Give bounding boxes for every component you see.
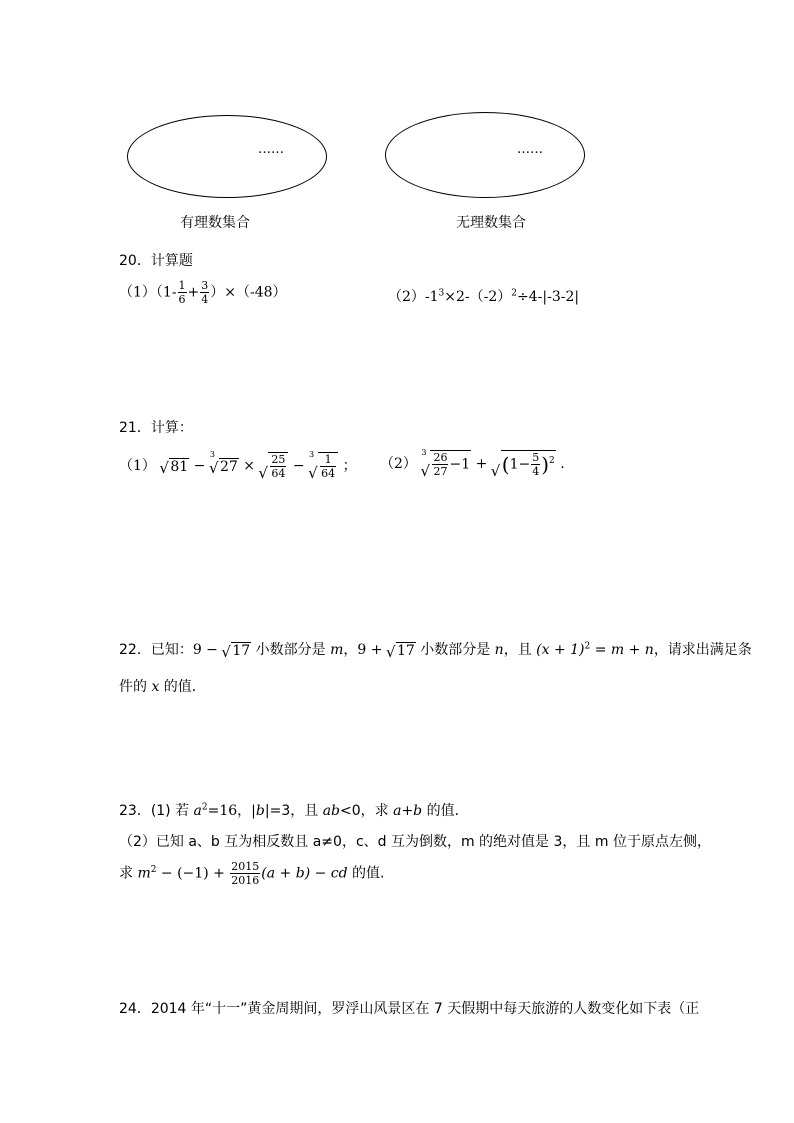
rational-set-label: 有理数集合 (180, 215, 250, 231)
q22-line1: 22．已知：9 − √ 17 小数部分是 m，9 + √ 17 小数部分是 n，且 $(x + 1)^2 = m + n$，请求出满足条 (119, 639, 752, 659)
q20-part1: （1）（1- $\frac{1}{6}$ + $\frac{3}{4}$ ）×（-48） (119, 279, 287, 306)
irrational-set-ellipse (385, 112, 585, 198)
q23-line3: 求 $m^2 - (-1)$ + $\frac{2015}{2016}$ (a + b) − cd 的值. (119, 860, 385, 887)
q21-title: 21．计算： (119, 420, 193, 436)
irrational-set-ellipsis: …… (517, 142, 543, 157)
q21-part1: （1） √ 81 − $^3$√ 27 × √ $\frac{25}{64}$ − $^3$ √ $\frac{1}{64}$ ； (119, 452, 357, 480)
q23-line2: （2）已知 a、b 互为相反数且 a≠0，c、d 互为倒数，m 的绝对值是 3，且 m 位于原点左侧， (119, 834, 711, 850)
q24-text: 24．2014 年“十一”黄金周期间，罗浮山风景区在 7 天假期中每天旅游的人数变化如下表（正 (119, 1001, 700, 1017)
q20-part2: $(2)-1^3\times 2-(-2)^2\div 4-|-3-2|$ (388, 288, 580, 305)
rational-set-ellipsis: …… (258, 142, 284, 157)
q20-title: 20．计算题 (119, 253, 193, 269)
q23-line1: 23．(1) 若 $a^2=16$，|b|=3，且 ab<0，求 a+b 的值． (119, 802, 469, 819)
rational-set-ellipse (127, 115, 327, 198)
q21-part2: （2） $^3$ √ $\frac{26}{27}$ −1 + √ (1− $\frac{5}{4}$ )$^2$ . (380, 450, 565, 478)
irrational-set-label: 无理数集合 (456, 215, 526, 231)
q22-line2: 件的 x 的值． (119, 679, 206, 695)
